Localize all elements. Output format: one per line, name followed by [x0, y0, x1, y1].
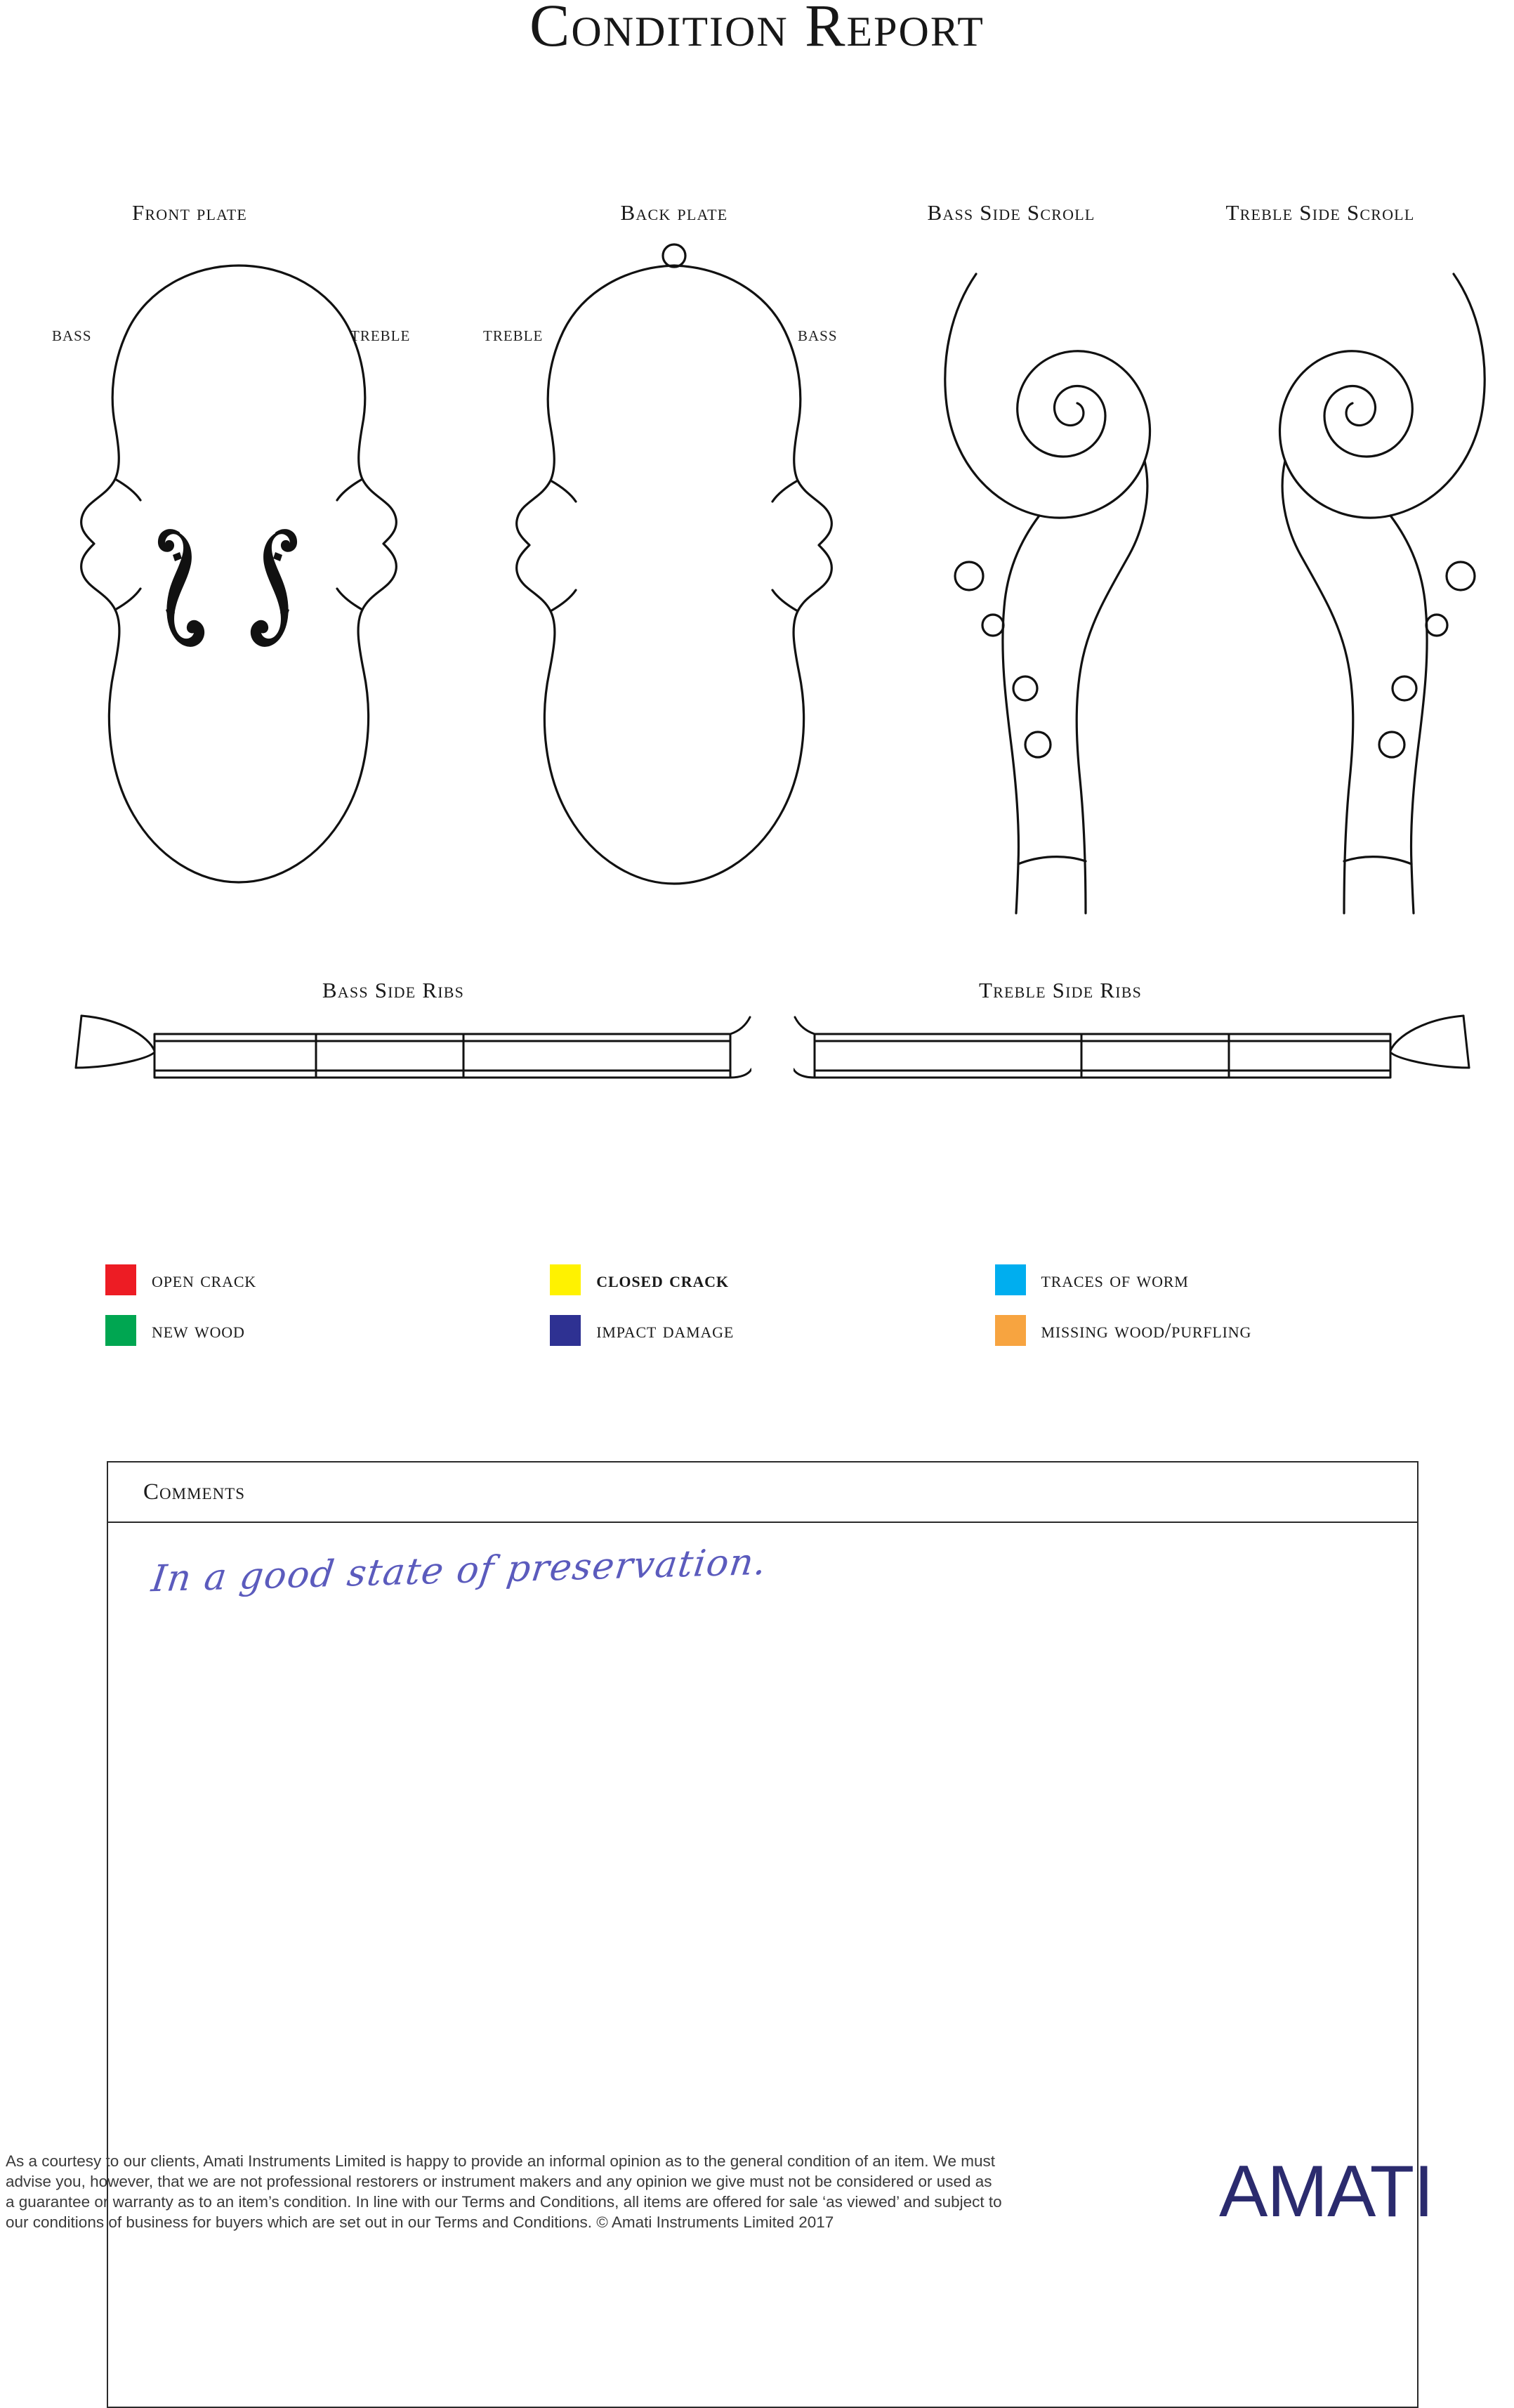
back-plate-diagram[interactable]: [478, 239, 871, 920]
comments-box: [107, 1461, 1418, 2408]
bass-side-scroll-diagram[interactable]: [934, 260, 1194, 927]
comments-field[interactable]: [108, 1523, 1417, 2407]
legend-item-open-crack[interactable]: [105, 1264, 550, 1295]
legend-label-new-wood: new wood: [152, 1318, 245, 1342]
legend-item-new-wood[interactable]: [105, 1315, 550, 1346]
page-title: Condition Report: [529, 0, 985, 59]
caption-treble-side-ribs: Treble Side Ribs: [978, 978, 1143, 1002]
footer-line-1: As a courtesy to our clients, Amati Instruments Limited is happy to provide an informal opinion as to the general condition of an item. We must: [6, 2152, 996, 2170]
caption-front-plate: Front plate: [131, 200, 248, 225]
comments-value: In a good state of preservation.: [149, 1540, 770, 1601]
caption-bass-side-ribs: Bass Side Ribs: [322, 978, 465, 1002]
swatch-traces-of-worm: [995, 1264, 1026, 1295]
label-front-treble: TREBLE: [350, 327, 411, 344]
label-back-treble: TREBLE: [483, 327, 544, 344]
swatch-new-wood: [105, 1315, 136, 1346]
legend-item-traces-of-worm[interactable]: [995, 1264, 1440, 1295]
bass-side-ribs-diagram[interactable]: [70, 1000, 751, 1099]
legend-label-missing-wood-purfling: missing wood/purfling: [1041, 1318, 1252, 1342]
amati-logo-text: AMATI: [1219, 2155, 1434, 2232]
caption-back-plate: Back plate: [620, 200, 728, 225]
front-plate-diagram[interactable]: [42, 253, 435, 920]
caption-bass-side-scroll: Bass Side Scroll: [927, 200, 1095, 225]
legend-label-traces-of-worm: traces of worm: [1041, 1267, 1189, 1292]
legend-item-closed-crack[interactable]: [550, 1264, 994, 1295]
legend-row: [105, 1315, 1440, 1346]
swatch-missing-wood-purfling: [995, 1315, 1026, 1346]
treble-side-scroll-diagram[interactable]: [1236, 260, 1496, 927]
legend-item-impact-damage[interactable]: [550, 1315, 994, 1346]
swatch-impact-damage: [550, 1315, 581, 1346]
amati-logo: [1219, 2155, 1514, 2232]
label-back-bass: BASS: [798, 327, 838, 344]
legend-label-impact-damage: impact damage: [596, 1318, 735, 1342]
footer-line-2: advise you, however, that we are not professional restorers or instrument makers and any opinion we give must not be considered or used as: [6, 2173, 992, 2190]
legend-label-closed-crack: closed crack: [596, 1267, 729, 1292]
legend-label-open-crack: open crack: [152, 1267, 256, 1292]
caption-treble-side-scroll: Treble Side Scroll: [1225, 200, 1415, 225]
comments-header: [108, 1463, 1417, 1523]
footer-line-3: a guarantee or warranty as to an item’s condition. In line with our Terms and Conditions, all items are offered for sale ‘as viewed’ and subject to: [6, 2193, 1002, 2211]
footer-line-4: our conditions of business for buyers which are set out in our Terms and Conditions. © Amati Instruments Limited 2017: [6, 2213, 834, 2231]
damage-legend: [105, 1264, 1440, 1366]
comments-heading: Comments: [143, 1479, 246, 1505]
swatch-closed-crack: [550, 1264, 581, 1295]
label-front-bass: BASS: [52, 327, 92, 344]
legend-row: [105, 1264, 1440, 1295]
footer-disclaimer: [6, 2151, 1143, 2232]
treble-side-ribs-diagram[interactable]: [794, 1000, 1475, 1099]
legend-item-missing-wood-purfling[interactable]: [995, 1315, 1440, 1346]
swatch-open-crack: [105, 1264, 136, 1295]
